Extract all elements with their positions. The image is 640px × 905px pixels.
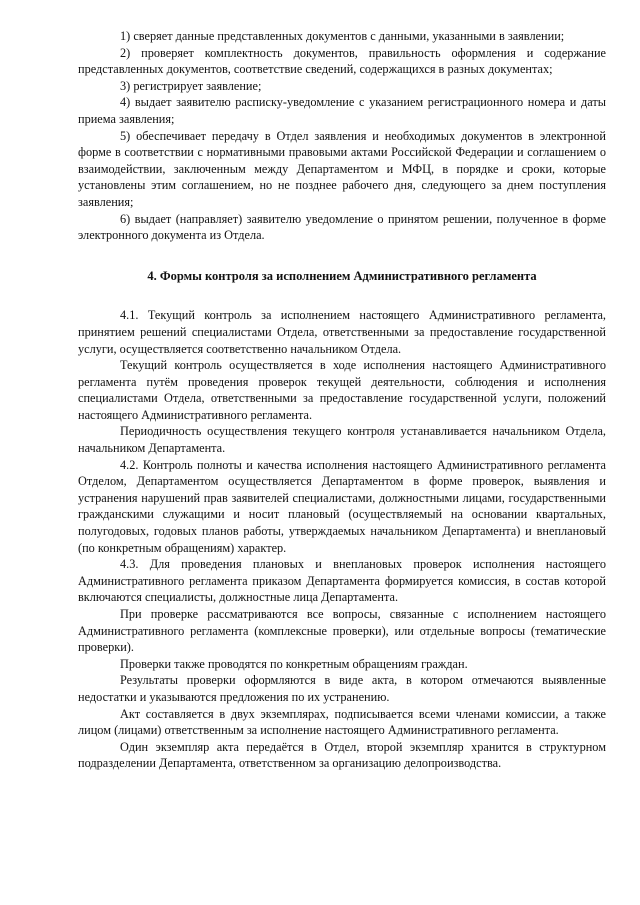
- paragraph-current-control: Текущий контроль осуществляется в ходе исполнения настоящего Административного регламента путём проведения проверок текущей деятельности, соблюдения и исполнения специалистами Отдела, ответственными за предоставление государственной услуги, положений настоящего Административного регламента.: [78, 358, 606, 422]
- paragraph-4-3: 4.3. Для проведения плановых и внеплановых проверок исполнения настоящего Административного регламента приказом Департамента формируется комиссия, в состав которой включаются специалисты, должностные лица Департамента.: [78, 557, 606, 605]
- paragraph-results: Результаты проверки оформляются в виде акта, в котором отмечаются выявленные недостатки и указываются предложения по их устранению.: [78, 673, 606, 704]
- list-item-4: 4) выдает заявителю расписку-уведомление с указанием регистрационного номера и даты приема заявления;: [78, 95, 606, 126]
- document-body: [78, 28, 606, 772]
- paragraph-inspection-scope: При проверке рассматриваются все вопросы, связанные с исполнением настоящего Административного регламента (комплексные проверки), или отдельные вопросы (тематические проверки).: [78, 607, 606, 655]
- paragraph-4-1: 4.1. Текущий контроль за исполнением настоящего Административного регламента, принятием решений специалистами Отдела, ответственными за предоставление государственной услуги, осуществляется соответственно начальником Отдела.: [78, 308, 606, 356]
- paragraph-citizen-appeals: Проверки также проводятся по конкретным обращениям граждан.: [120, 656, 468, 671]
- paragraph-act-storage: Один экземпляр акта передаётся в Отдел, второй экземпляр хранится в структурном подразделении Департамента, ответственном за организацию делопроизводства.: [78, 739, 606, 771]
- list-item-6: 6) выдает (направляет) заявителю уведомление о принятом решении, полученное в форме электронного документа из Отдела.: [78, 211, 606, 243]
- list-item-5: 5) обеспечивает передачу в Отдел заявления и необходимых документов в электронной форме в соответствии с нормативными правовыми актами Российской Федерации и соглашением о взаимодействии, заключенным между Департаментом и МФЦ, в порядке и сроки, которые установлены этим соглашением, но не позднее рабочего дня, следующего за днем поступления заявления;: [78, 128, 606, 209]
- list-item-1: 1) сверяет данные представленных документов с данными, указанными в заявлении;: [120, 29, 565, 43]
- section-heading: 4. Формы контроля за исполнением Административного регламента: [147, 268, 537, 283]
- paragraph-periodicity: Периодичность осуществления текущего контроля устанавливается начальником Отдела, начальником Департамента.: [78, 424, 606, 456]
- paragraph-4-2: 4.2. Контроль полноты и качества исполнения настоящего Административного регламента Отделом, Департаментом осуществляется Департаментом в форме проверок, выявления и устранения нарушений прав заявителей специалистами, должностными лицами, государственными гражданскими служащими и носит плановый (осуществляемый на основании квартальных, полугодовых, годовых планов работы, утверждаемых начальником Департамента) и внеплановый (по конкретным обращениям) характер.: [78, 457, 606, 555]
- list-item-2: 2) проверяет комплектность документов, правильность оформления и содержание представленных документов, соответствие сведений, содержащихся в разных документах;: [78, 45, 606, 77]
- paragraph-act-copies: Акт составляется в двух экземплярах, подписывается всеми членами комиссии, а также лицом (лицами) ответственным за исполнение настоящего Административного регламента.: [78, 706, 606, 738]
- list-item-3: 3) регистрирует заявление;: [120, 78, 262, 93]
